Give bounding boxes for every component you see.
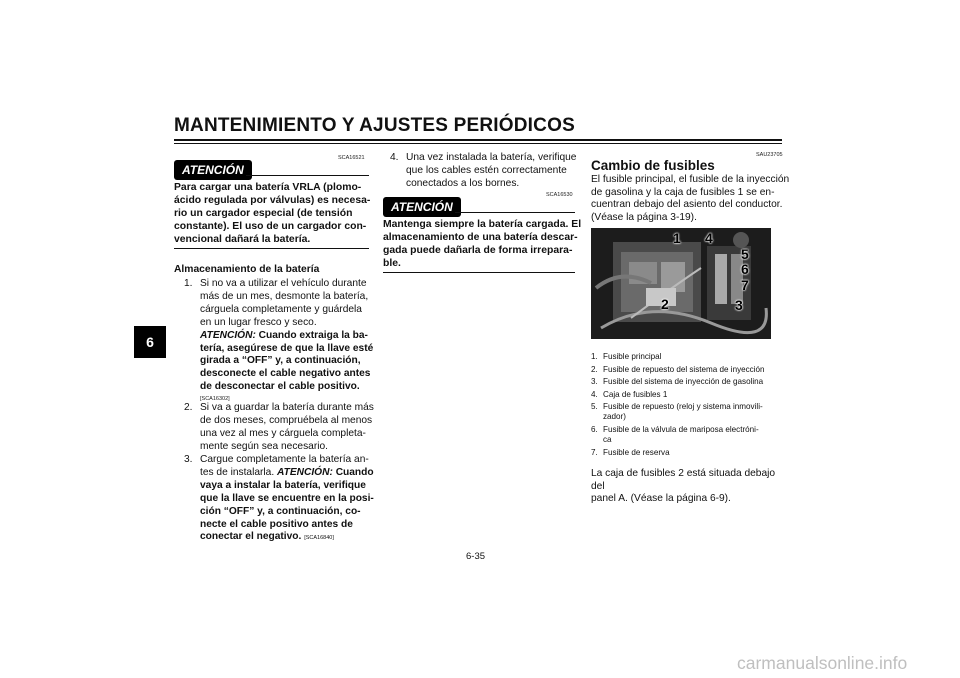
intro-paragraph: El fusible principal, el fusible de la inyección de gasolina y la caja de fusibles 1 se en- cuentran debajo del asiento del conductor. (Véase la página 3-19).	[591, 174, 790, 224]
caption-item: 4. Caja de fusibles 1	[591, 389, 668, 399]
page-number: 6-35	[466, 551, 486, 562]
page-title: MANTENIMIENTO Y AJUSTES PERIÓDICOS	[174, 115, 575, 136]
header-rule	[174, 139, 782, 141]
subheading: Almacenamiento de la batería	[174, 264, 320, 275]
chapter-tab: 6	[134, 326, 166, 358]
callout-1: 1	[673, 230, 681, 246]
warning-rule-2	[455, 212, 575, 213]
caption-item: 3. Fusible del sistema de inyección de gasolina	[591, 377, 764, 387]
section-code: SAU23705	[756, 152, 783, 158]
caption-item: 7. Fusible de reserva	[591, 447, 670, 457]
warning-badge: ATENCIÓN	[174, 160, 252, 180]
outro-paragraph: La caja de fusibles 2 está situada debajo del panel A. (Véase la página 6-9).	[591, 468, 776, 505]
list-item-4: 4. Una vez instalada la batería, verifique que los cables estén correctamente conectados a los bornes.	[390, 152, 577, 189]
callout-4: 4	[705, 230, 713, 246]
callout-2: 2	[661, 296, 669, 312]
caption-list	[591, 352, 791, 458]
item1-code: [SCA16302]	[200, 396, 230, 402]
header-rule-thin	[174, 143, 782, 144]
warning-rule	[246, 175, 369, 176]
warning-end-rule	[174, 248, 369, 249]
callout-3: 3	[735, 297, 743, 313]
caption-item: 2. Fusible de repuesto del sistema de inyección	[591, 364, 765, 374]
warning-code: SCA16521	[338, 155, 365, 161]
warning-code-2: SCA16530	[546, 192, 573, 198]
caption-item: 5. Fusible de repuesto (reloj y sistema inmovili- zador)	[591, 402, 763, 422]
callout-5: 5	[741, 246, 749, 262]
list-item-1: 1. Si no va a utilizar el vehículo durante más de un mes, desmonte la batería, cárguela completamente y guárdela en un lugar fresco y seco. ATENCIÓN: Cuando extraiga la ba- tería, asegúrese de que la llave esté girada a “OFF” y, a continuación, desconecte el cable negativo antes de desconectar el cable positivo.	[184, 278, 374, 393]
warning-text: Para cargar una batería VRLA (plomo- ácido regulada por válvulas) es necesa- rio un cargador especial (de tensión constante). El uso de un cargador con- vencional dañará la batería.	[174, 182, 371, 245]
warning-badge-2: ATENCIÓN	[383, 197, 461, 217]
list-item-2: 2. Si va a guardar la batería durante más de dos meses, compruébela al menos una vez al mes y cárguela completa- mente según sea necesario.	[184, 402, 374, 452]
warning-text-2: Mantenga siempre la batería cargada. El almacenamiento de una batería descar- gada puede dañarla de forma irrepara- ble.	[383, 219, 582, 269]
section-title: Cambio de fusibles	[591, 158, 715, 173]
list-item-3: 3. Cargue completamente la batería an- tes de instalarla. ATENCIÓN: Cuando vaya a instalar la batería, verifique que la llave se encuentre en la posi- ción “OFF” y, a continuación, co- necte el cable positivo antes de conectar el negativo. [SCA16840]	[184, 454, 374, 543]
callout-7: 7	[741, 277, 749, 293]
callout-6: 6	[741, 261, 749, 277]
caption-item: 6. Fusible de la válvula de mariposa electróni- ca	[591, 424, 759, 444]
warning-end-rule-2	[383, 272, 575, 273]
fuse-box-photo	[591, 228, 771, 339]
watermark: carmanualsonline.info	[737, 653, 908, 673]
caption-item: 1. Fusible principal	[591, 352, 662, 361]
